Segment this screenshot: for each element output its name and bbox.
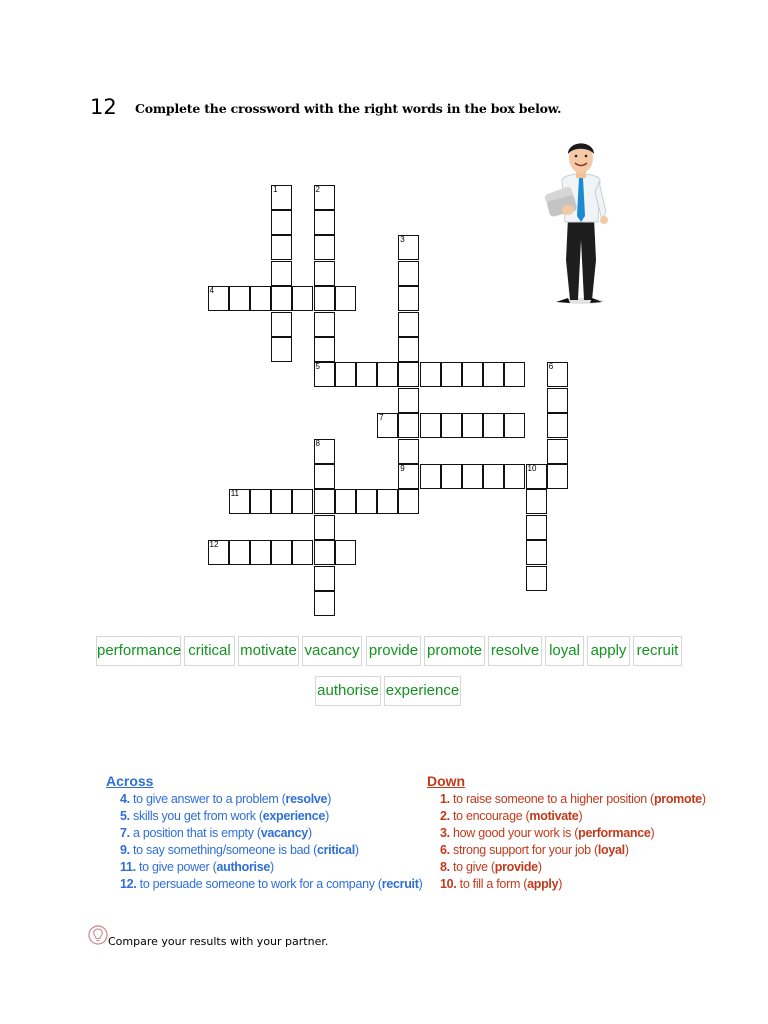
clue-number: 7 — [379, 413, 384, 423]
crossword-cell[interactable] — [547, 413, 568, 438]
word-box-item: authorise — [315, 676, 381, 706]
crossword-cell[interactable] — [462, 362, 483, 387]
crossword-cell[interactable] — [314, 210, 335, 235]
crossword-cell[interactable] — [271, 286, 292, 311]
word-box-item: recruit — [633, 636, 682, 666]
across-clue — [120, 876, 422, 893]
clue-answer: performance — [578, 826, 651, 840]
crossword-cell[interactable] — [547, 464, 568, 489]
clue-text: to encourage ( — [449, 809, 530, 823]
word-box-item: motivate — [238, 636, 299, 666]
crossword-cell[interactable] — [483, 362, 504, 387]
clue-number: 1 — [273, 184, 278, 194]
word-box-item: apply — [587, 636, 630, 666]
clue-close: ) — [558, 877, 563, 891]
clue-answer: experience — [262, 809, 326, 823]
crossword-cell[interactable] — [526, 464, 547, 489]
crossword-cell[interactable] — [335, 489, 356, 514]
crossword-cell[interactable] — [314, 185, 335, 210]
crossword-cell[interactable] — [314, 591, 335, 616]
crossword-cell[interactable] — [398, 286, 419, 311]
clue-number: 2 — [315, 184, 320, 194]
clue-answer: recruit — [381, 877, 419, 891]
crossword-cell[interactable] — [420, 413, 441, 438]
crossword-cell[interactable] — [271, 489, 292, 514]
crossword-cell[interactable] — [462, 413, 483, 438]
word-box-item: loyal — [545, 636, 584, 666]
clue-number: 11 — [230, 489, 239, 499]
clue-close: ) — [701, 792, 706, 806]
crossword-cell[interactable] — [314, 566, 335, 591]
word-box-item: experience — [384, 676, 461, 706]
clue-number-label: 12. — [120, 877, 137, 891]
clue-close: ) — [624, 843, 629, 857]
exercise-number: 12 — [90, 95, 117, 119]
crossword-cell[interactable] — [398, 261, 419, 286]
crossword-cell[interactable] — [271, 312, 292, 337]
crossword-cell[interactable] — [314, 312, 335, 337]
clue-close: ) — [578, 809, 583, 823]
across-clue — [120, 859, 274, 876]
crossword-cell[interactable] — [398, 413, 419, 438]
clue-answer: critical — [316, 843, 355, 857]
clue-number-label: 2. — [440, 809, 450, 823]
clue-close: ) — [325, 809, 329, 823]
businessman-illustration — [538, 140, 616, 308]
crossword-cell[interactable] — [271, 337, 292, 362]
crossword-cell[interactable] — [398, 337, 419, 362]
down-clue — [440, 859, 542, 876]
crossword-cell[interactable] — [483, 464, 504, 489]
clue-number: 6 — [548, 362, 554, 372]
clue-number-label: 7. — [120, 826, 130, 840]
word-box-item: resolve — [488, 636, 542, 666]
clue-answer: provide — [494, 860, 538, 874]
crossword-cell[interactable] — [398, 362, 419, 387]
crossword-cell[interactable] — [420, 362, 441, 387]
crossword-cell[interactable] — [398, 235, 419, 260]
clue-answer: authorise — [216, 860, 271, 874]
crossword-cell[interactable] — [356, 489, 377, 514]
crossword-cell[interactable] — [526, 489, 547, 514]
crossword-cell[interactable] — [504, 413, 525, 438]
lightbulb-icon — [88, 925, 108, 947]
word-box-item: provide — [366, 636, 421, 666]
crossword-cell[interactable] — [504, 362, 525, 387]
word-box-item: performance — [96, 636, 181, 666]
crossword-cell[interactable] — [314, 515, 335, 540]
crossword-cell[interactable] — [292, 286, 313, 311]
clue-text: strong support for your job ( — [449, 843, 598, 857]
crossword-cell[interactable] — [377, 489, 398, 514]
clue-close: ) — [537, 860, 542, 874]
across-heading: Across — [106, 773, 154, 789]
crossword-cell[interactable] — [314, 540, 335, 565]
crossword-cell[interactable] — [271, 261, 292, 286]
crossword-cell[interactable] — [335, 540, 356, 565]
crossword-cell[interactable] — [483, 413, 504, 438]
clue-number: 10 — [527, 463, 537, 473]
crossword-cell[interactable] — [547, 439, 568, 464]
crossword-cell[interactable] — [441, 464, 462, 489]
clue-number-label: 11. — [120, 860, 136, 874]
crossword-cell[interactable] — [356, 362, 377, 387]
clue-close: ) — [307, 826, 312, 840]
clue-close: ) — [270, 860, 274, 874]
clue-text: to give ( — [449, 860, 495, 874]
crossword-cell[interactable] — [271, 235, 292, 260]
crossword-cell[interactable] — [462, 464, 483, 489]
crossword-cell[interactable] — [441, 413, 462, 438]
crossword-cell[interactable] — [314, 464, 335, 489]
crossword-cell[interactable] — [229, 286, 250, 311]
crossword-cell[interactable] — [377, 413, 398, 438]
crossword-cell[interactable] — [271, 540, 292, 565]
clue-number-label: 6. — [440, 843, 450, 857]
clue-text: to raise someone to a higher position ( — [449, 792, 654, 806]
tip-text: Compare your results with your partner. — [108, 935, 329, 948]
crossword-cell[interactable] — [208, 286, 229, 311]
clue-close: ) — [327, 792, 332, 806]
crossword-cell[interactable] — [420, 464, 441, 489]
clue-text: skills you get from work ( — [129, 809, 263, 823]
crossword-cell[interactable] — [250, 489, 271, 514]
crossword-cell[interactable] — [398, 464, 419, 489]
crossword-cell[interactable] — [547, 362, 568, 387]
crossword-cell[interactable] — [314, 337, 335, 362]
crossword-cell[interactable] — [292, 489, 313, 514]
word-box-item: critical — [184, 636, 235, 666]
clue-number-label: 1. — [440, 792, 450, 806]
crossword-cell[interactable] — [526, 515, 547, 540]
clue-text: to give power ( — [135, 860, 217, 874]
down-clue — [440, 808, 582, 825]
crossword-cell[interactable] — [314, 362, 335, 387]
exercise-instruction: Complete the crossword with the right words in the box below. — [135, 101, 562, 116]
down-clue — [440, 876, 562, 893]
word-box-item: vacancy — [302, 636, 362, 666]
crossword-cell[interactable] — [526, 540, 547, 565]
crossword-cell[interactable] — [504, 464, 525, 489]
crossword-cell[interactable] — [271, 185, 292, 210]
clue-number-label: 3. — [440, 826, 450, 840]
word-box-item: promote — [424, 636, 485, 666]
down-clue — [440, 791, 706, 808]
down-heading: Down — [427, 773, 466, 789]
clue-number: 12 — [209, 540, 219, 550]
clue-number-label: 5. — [120, 809, 130, 823]
clue-text: to persuade someone to work for a company ( — [136, 877, 382, 891]
clue-close: ) — [354, 843, 359, 857]
down-clue — [440, 825, 654, 842]
crossword-cell[interactable] — [441, 362, 462, 387]
clue-number-label: 8. — [440, 860, 450, 874]
clue-answer: motivate — [529, 809, 579, 823]
crossword-cell[interactable] — [229, 540, 250, 565]
clue-close: ) — [650, 826, 655, 840]
crossword-cell[interactable] — [398, 489, 419, 514]
clue-answer: resolve — [285, 792, 328, 806]
clue-answer: vacancy — [260, 826, 308, 840]
crossword-cell[interactable] — [314, 489, 335, 514]
clue-text: how good your work is ( — [449, 826, 579, 840]
clue-number: 9 — [400, 463, 405, 473]
across-clue — [120, 842, 359, 859]
crossword-cell[interactable] — [271, 210, 292, 235]
clue-number: 4 — [209, 286, 214, 296]
crossword-cell[interactable] — [398, 439, 419, 464]
crossword-cell[interactable] — [526, 566, 547, 591]
down-clue — [440, 842, 629, 859]
crossword-cell[interactable] — [335, 286, 356, 311]
crossword-cell[interactable] — [377, 362, 398, 387]
crossword-cell[interactable] — [229, 489, 250, 514]
clue-number-label: 10. — [440, 877, 457, 891]
clue-answer: loyal — [597, 843, 625, 857]
crossword-cell[interactable] — [314, 235, 335, 260]
crossword-cell[interactable] — [398, 388, 419, 413]
crossword-cell[interactable] — [398, 312, 419, 337]
clue-text: to fill a form ( — [456, 877, 528, 891]
clue-number: 8 — [315, 438, 320, 448]
crossword-cell[interactable] — [292, 540, 313, 565]
clue-text: a position that is empty ( — [129, 826, 261, 840]
crossword-cell[interactable] — [314, 286, 335, 311]
clue-answer: promote — [653, 792, 702, 806]
crossword-cell[interactable] — [335, 362, 356, 387]
clue-answer: apply — [527, 877, 559, 891]
across-clue — [120, 791, 331, 808]
crossword-cell[interactable] — [208, 540, 229, 565]
crossword-cell[interactable] — [250, 540, 271, 565]
clue-close: ) — [418, 877, 423, 891]
clue-number-label: 4. — [120, 792, 130, 806]
across-clue — [120, 808, 329, 825]
crossword-cell[interactable] — [547, 388, 568, 413]
crossword-cell[interactable] — [314, 439, 335, 464]
clue-number: 5 — [315, 362, 320, 372]
clue-text: to give answer to a problem ( — [129, 792, 286, 806]
clue-number: 3 — [400, 235, 405, 245]
clue-number-label: 9. — [120, 843, 130, 857]
crossword-cell[interactable] — [314, 261, 335, 286]
clue-text: to say something/someone is bad ( — [129, 843, 317, 857]
across-clue — [120, 825, 312, 842]
crossword-cell[interactable] — [250, 286, 271, 311]
